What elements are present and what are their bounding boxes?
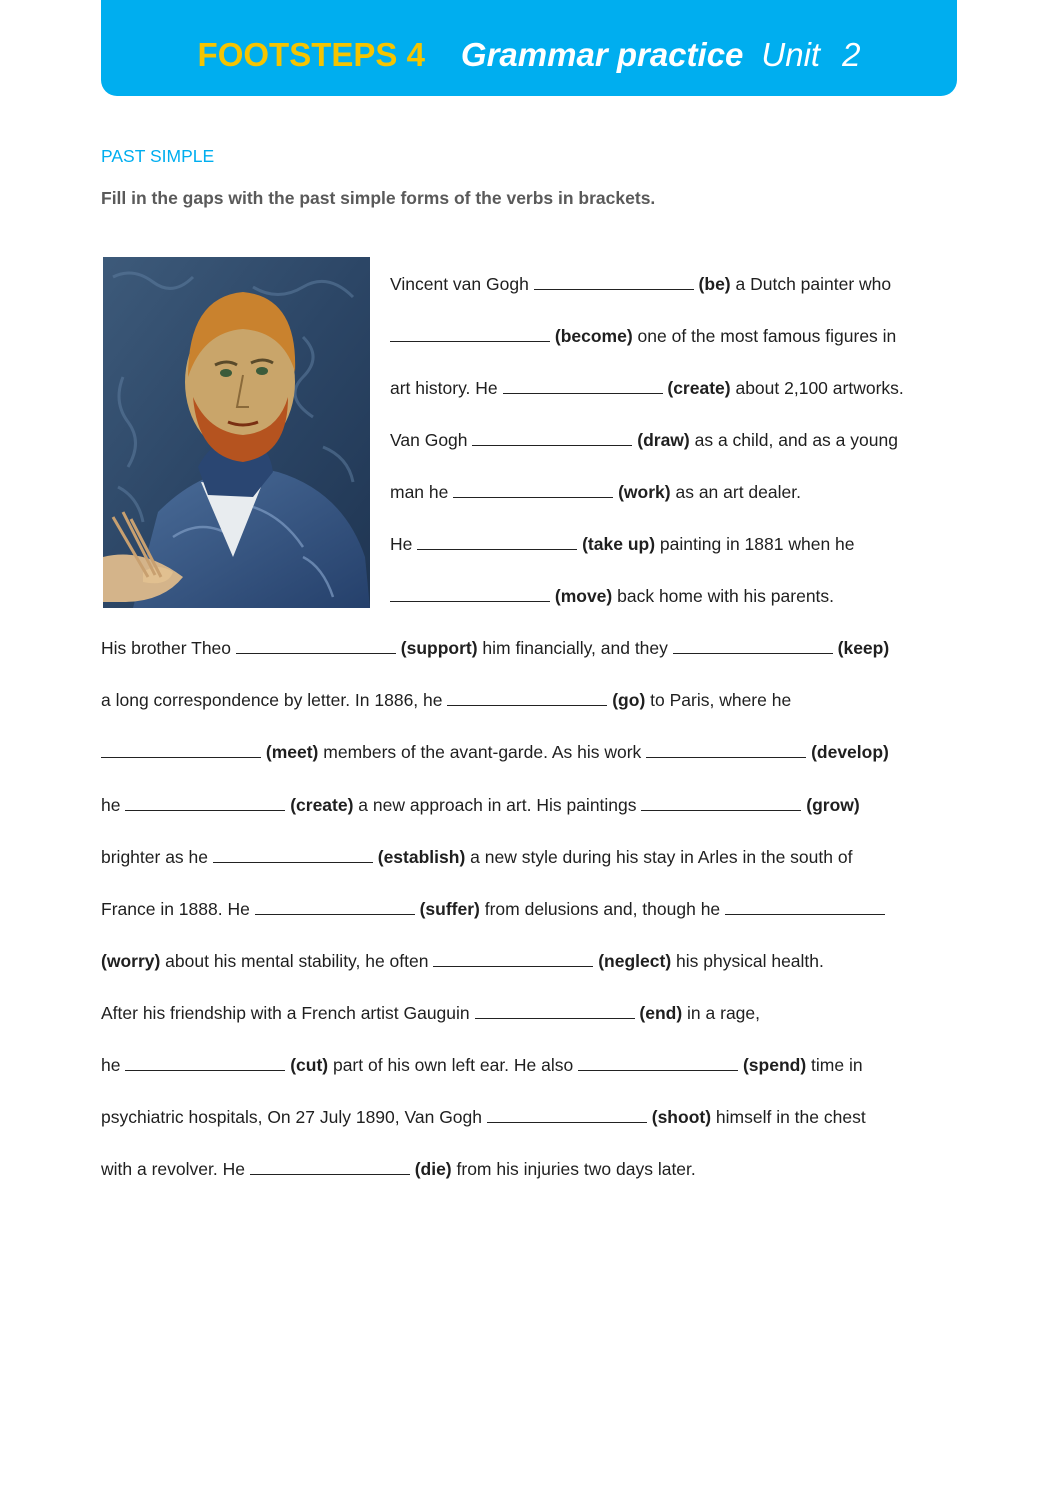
answer-gap[interactable]: [725, 899, 885, 915]
sentence-text: brighter as he: [101, 847, 213, 867]
answer-gap[interactable]: [641, 795, 801, 811]
answer-gap[interactable]: [578, 1055, 738, 1071]
answer-gap[interactable]: [453, 482, 613, 498]
sentence-text: him financially, and they: [477, 638, 673, 658]
header-banner: [101, 0, 957, 96]
sentence-text: from his injuries two days later.: [451, 1159, 696, 1179]
sentence-text: he: [101, 795, 126, 815]
verb-prompt: (take up): [582, 534, 656, 554]
text-line: [101, 1002, 760, 1024]
text-line: [101, 898, 885, 920]
sentence-text: members of the avant-garde. As his work: [318, 742, 647, 762]
verb-prompt: (worry): [101, 951, 161, 971]
verb-prompt: (meet): [265, 742, 319, 762]
sentence-text: painting in 1881 when he: [655, 534, 855, 554]
text-line: [101, 1106, 866, 1128]
sentence-text: His brother Theo: [101, 638, 236, 658]
answer-gap[interactable]: [472, 430, 632, 446]
sentence-text: in a rage,: [682, 1003, 760, 1023]
sentence-text: part of his own left ear. He also: [328, 1055, 579, 1075]
sentence-text: a Dutch painter who: [730, 274, 892, 294]
sentence-text: After his friendship with a French artist Gauguin: [101, 1003, 475, 1023]
verb-prompt: (develop): [811, 742, 889, 762]
verb-prompt: (be): [698, 274, 731, 294]
sentence-text: He: [390, 534, 418, 554]
verb-prompt: (move): [554, 586, 613, 606]
answer-gap[interactable]: [390, 326, 550, 342]
sentence-text: as an art dealer.: [670, 482, 801, 502]
sentence-text: Van Gogh: [390, 430, 473, 450]
text-line: [390, 377, 904, 399]
verb-prompt: (work): [618, 482, 671, 502]
sentence-text: himself in the chest: [711, 1107, 866, 1127]
section-heading: PAST SIMPLE: [101, 146, 215, 166]
sentence-text: back home with his parents.: [612, 586, 835, 606]
instruction-text: Fill in the gaps with the past simple forms of the verbs in brackets.: [101, 188, 656, 208]
sentence-text: a long correspondence by letter. In 1886, he: [101, 690, 448, 710]
answer-gap[interactable]: [417, 534, 577, 550]
sentence-text: about his mental stability, he often: [160, 951, 434, 971]
answer-gap[interactable]: [646, 742, 806, 758]
text-line: [101, 741, 889, 763]
text-line: [390, 533, 855, 555]
verb-prompt: (go): [612, 690, 646, 710]
painting-icon: [103, 257, 370, 608]
sentence-text: a new style during his stay in Arles in the south of: [465, 847, 853, 867]
sentence-text: he: [101, 1055, 126, 1075]
verb-prompt: (establish): [377, 847, 466, 867]
answer-gap[interactable]: [125, 795, 285, 811]
sentence-text: France in 1888. He: [101, 899, 255, 919]
answer-gap[interactable]: [101, 742, 261, 758]
verb-prompt: (create): [290, 795, 354, 815]
series-name: FOOTSTEPS 4: [197, 36, 425, 73]
sentence-text: about 2,100 artworks.: [730, 378, 904, 398]
verb-prompt: (create): [667, 378, 731, 398]
text-line: [390, 429, 898, 451]
verb-prompt: (neglect): [598, 951, 672, 971]
answer-gap[interactable]: [125, 1055, 285, 1071]
verb-prompt: (support): [400, 638, 478, 658]
verb-prompt: (grow): [806, 795, 860, 815]
verb-prompt: (become): [554, 326, 633, 346]
verb-prompt: (end): [639, 1003, 683, 1023]
text-line: [390, 325, 896, 347]
sentence-text: time in: [806, 1055, 863, 1075]
verb-prompt: (suffer): [419, 899, 480, 919]
answer-gap[interactable]: [213, 847, 373, 863]
answer-gap[interactable]: [390, 586, 550, 602]
text-line: [101, 637, 889, 659]
sentence-text: one of the most famous figures in: [632, 326, 897, 346]
text-line: [101, 689, 791, 711]
answer-gap[interactable]: [250, 1159, 410, 1175]
unit-label: Unit: [761, 36, 821, 73]
sentence-text: as a child, and as a young: [689, 430, 898, 450]
answer-gap[interactable]: [673, 638, 833, 654]
answer-gap[interactable]: [475, 1003, 635, 1019]
sentence-text: psychiatric hospitals, On 27 July 1890, Van Gogh: [101, 1107, 487, 1127]
verb-prompt: (cut): [290, 1055, 329, 1075]
unit-number: 2: [842, 36, 861, 73]
sentence-text: from delusions and, though he: [479, 899, 726, 919]
verb-prompt: (keep): [837, 638, 890, 658]
sentence-text: man he: [390, 482, 454, 502]
answer-gap[interactable]: [534, 274, 694, 290]
answer-gap[interactable]: [503, 378, 663, 394]
verb-prompt: (spend): [742, 1055, 807, 1075]
text-line: [101, 1054, 863, 1076]
text-line: [101, 794, 860, 816]
verb-prompt: (shoot): [651, 1107, 712, 1127]
verb-prompt: (die): [414, 1159, 452, 1179]
text-line: [390, 585, 834, 607]
sentence-text: to Paris, where he: [645, 690, 792, 710]
answer-gap[interactable]: [236, 638, 396, 654]
sentence-text: Vincent van Gogh: [390, 274, 534, 294]
answer-gap[interactable]: [433, 951, 593, 967]
text-line: [101, 950, 824, 972]
text-line: [390, 481, 801, 503]
verb-prompt: (draw): [637, 430, 690, 450]
answer-gap[interactable]: [447, 690, 607, 706]
text-line: [101, 1158, 696, 1180]
answer-gap[interactable]: [487, 1107, 647, 1123]
worksheet-title: [101, 34, 957, 76]
worksheet-heading: Grammar practice: [460, 36, 744, 73]
text-line: [101, 846, 852, 868]
answer-gap[interactable]: [255, 899, 415, 915]
sentence-text: a new approach in art. His paintings: [353, 795, 642, 815]
text-line: [390, 273, 891, 295]
sentence-text: his physical health.: [671, 951, 824, 971]
sentence-text: with a revolver. He: [101, 1159, 250, 1179]
sentence-text: art history. He: [390, 378, 503, 398]
